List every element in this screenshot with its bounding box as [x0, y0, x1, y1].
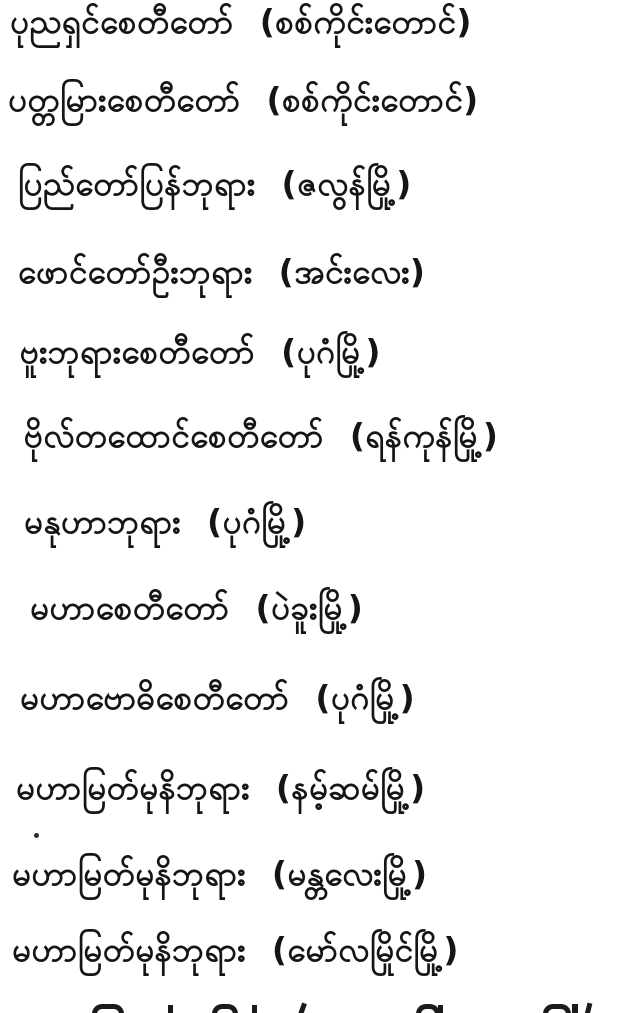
pagoda-location: (မော်လမြိုင်မြို့)	[271, 930, 459, 969]
clipped-line-fragment	[168, 1005, 173, 1013]
pagoda-name: ဖောင်တော်ဦးဘုရား	[18, 252, 253, 291]
clipped-line-fragment	[252, 1005, 257, 1013]
clipped-line-fragment	[212, 1004, 238, 1013]
list-item	[12, 928, 459, 973]
pagoda-name: မဟာမြတ်မုနိဘုရား	[16, 768, 250, 807]
list-item	[18, 250, 426, 295]
list-item	[20, 676, 415, 721]
list-item	[20, 330, 381, 375]
list-item	[30, 586, 363, 631]
list-item	[8, 78, 479, 123]
pagoda-location: (ဇလွန်မြို့)	[281, 164, 412, 203]
clipped-line-fragment	[416, 1004, 440, 1013]
pagoda-location: (ပုဂံမြို့)	[206, 502, 307, 541]
pagoda-name: ပတ္တမြားစေတီတော်	[8, 80, 241, 119]
pagoda-name: ပြည်တော်ပြန်ဘုရား	[18, 164, 256, 203]
list-item	[10, 0, 472, 45]
pagoda-location: (စစ်ကိုင်းတောင်)	[266, 80, 479, 119]
pagoda-name: ပုညရှင်စေတီတော်	[10, 2, 234, 41]
clipped-line-fragment	[543, 1004, 571, 1013]
pagoda-name: မဟာဗောဓိစေတီတော်	[20, 678, 290, 717]
clipped-bottom-line	[0, 1000, 640, 1013]
pagoda-name: မဟာမြတ်မုနိဘုရား	[12, 930, 246, 969]
pagoda-name: ဗိုလ်တထောင်စေတီတော်	[24, 416, 324, 455]
pagoda-location: (ပုဂံမြို့)	[281, 332, 381, 371]
clipped-line-fragment	[585, 1003, 593, 1013]
pagoda-location: (နမ့်ဆမ်မြို့)	[275, 768, 426, 807]
clipped-line-fragment	[438, 1005, 443, 1013]
pagoda-location: (အင်းလေး)	[278, 252, 426, 291]
pagoda-location: (ပဲခူးမြို့)	[255, 588, 364, 627]
pagoda-name: မဟာစေတီတော်	[30, 588, 230, 627]
pagoda-location: (စစ်ကိုင်းတောင်)	[259, 2, 472, 41]
list-item	[24, 414, 498, 459]
list-item	[24, 500, 307, 545]
clipped-line-fragment	[572, 1004, 578, 1013]
pagoda-name: မဟာမြတ်မုနိဘုရား	[12, 854, 246, 893]
pagoda-location: (ပုဂံမြို့)	[315, 678, 416, 717]
list-item	[18, 162, 412, 207]
list-item	[12, 852, 428, 897]
clipped-line-fragment	[92, 1004, 124, 1013]
pagoda-location: (ရန်ကုန်မြို့)	[349, 416, 499, 455]
pagoda-location: (မန္တလေးမြို့)	[271, 854, 428, 893]
clipped-line-fragment	[298, 1003, 307, 1013]
pagoda-name: ဗူးဘုရားစေတီတော်	[20, 332, 256, 371]
pagoda-name: မနုဟာဘုရား	[24, 502, 181, 541]
list-item	[16, 766, 426, 811]
scan-speck	[34, 833, 39, 838]
